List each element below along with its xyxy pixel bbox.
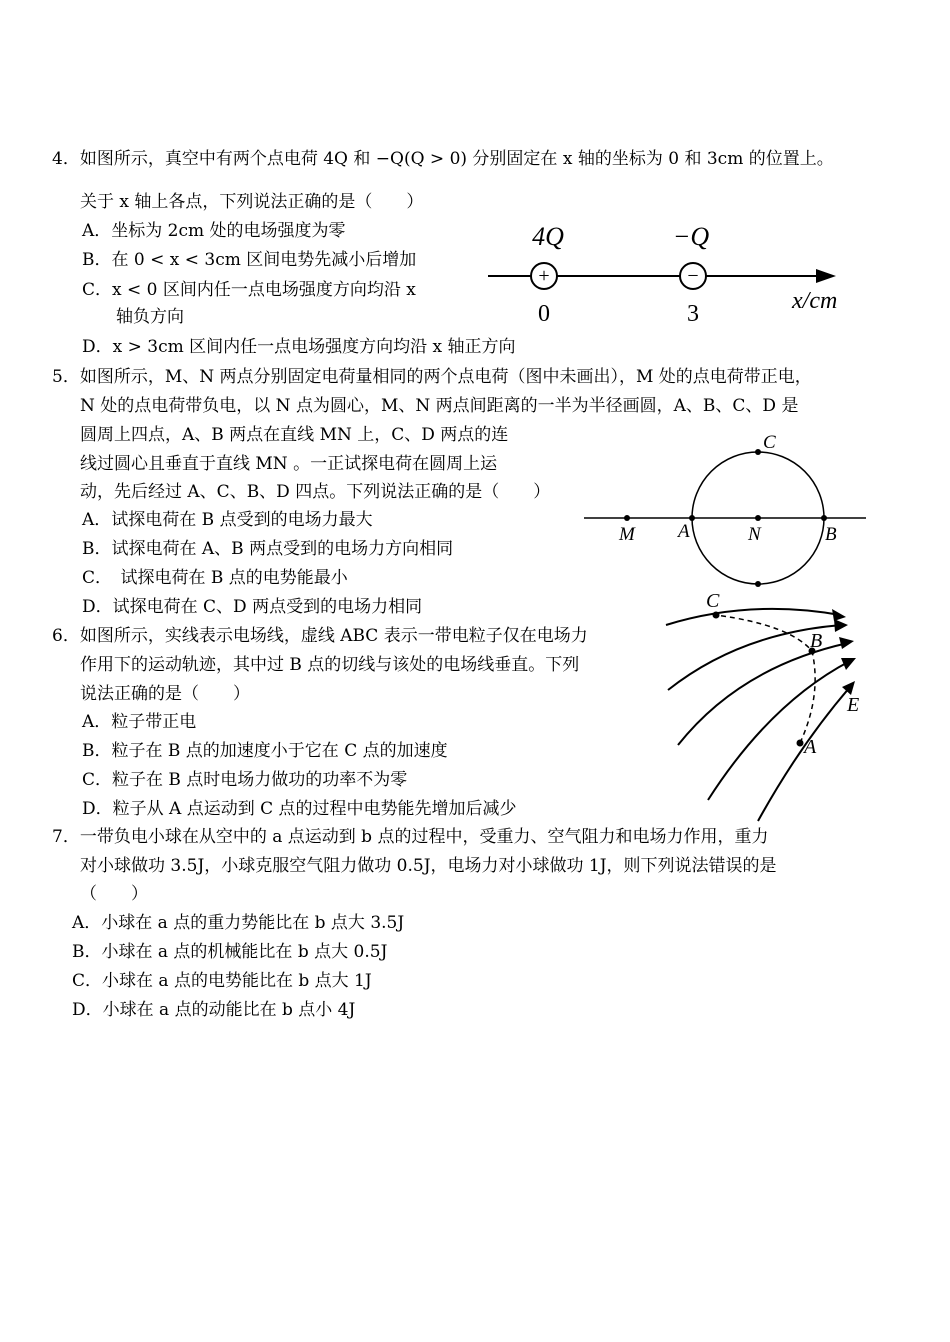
- q6-stem-line2: 作用下的运动轨迹，其中过 B 点的切线与该处的电场线垂直。下列: [80, 655, 580, 675]
- q6-option-c: C．粒子在 B 点时电场力做功的功率不为零: [82, 770, 408, 790]
- q7-stem-line1: 7．一带负电小球在从空中的 a 点运动到 b 点的过程中，受重力、空气阻力和电场力作用，重力: [52, 827, 769, 847]
- q5-stem-line4: 线过圆心且垂直于直线 MN 。一正试探电荷在圆周上运: [80, 454, 498, 474]
- q7-option-b: B．小球在 a 点的机械能比在 b 点大 0.5J: [72, 942, 388, 962]
- q6-stem-line3: 说法正确的是（ ）: [80, 684, 250, 704]
- q6-figure: [660, 585, 880, 825]
- label-m: M: [619, 524, 635, 545]
- point-c: [713, 612, 720, 619]
- axis-unit-label: x/cm: [792, 288, 838, 314]
- label-e: E: [847, 694, 860, 716]
- q5-option-d: D．试探电荷在 C、D 两点受到的电场力相同: [82, 597, 423, 617]
- field-line-2-arrow: [834, 619, 848, 632]
- q5-option-a: A．试探电荷在 B 点受到的电场力最大: [82, 510, 373, 530]
- q5-option-b: B．试探电荷在 A、B 两点受到的电场力方向相同: [82, 539, 454, 559]
- q5-stem-line5: 动，先后经过 A、C、B、D 四点。下列说法正确的是（ ）: [80, 482, 551, 502]
- q6-stem-line1: 6．如图所示，实线表示电场线，虚线 ABC 表示一带电粒子仅在电场力: [52, 626, 588, 646]
- position-zero-label: 0: [538, 301, 550, 327]
- q5-figure: [580, 430, 870, 592]
- point-n: [755, 515, 761, 521]
- field-line-1: [666, 609, 840, 625]
- q7-option-a: A．小球在 a 点的重力势能比在 b 点大 3.5J: [72, 913, 405, 933]
- label-a: A: [678, 521, 690, 542]
- q4-option-a: A．坐标为 2cm 处的电场强度为零: [82, 221, 346, 241]
- q6-option-b: B．粒子在 B 点的加速度小于它在 C 点的加速度: [82, 741, 448, 761]
- x-axis-arrow: [816, 269, 836, 283]
- charge-positive-sign: +: [538, 265, 550, 287]
- field-line-4: [708, 661, 850, 800]
- q6-option-d: D．粒子从 A 点运动到 C 点的过程中电势能先增加后减少: [82, 799, 517, 819]
- point-a: [797, 740, 804, 747]
- point-a: [689, 515, 695, 521]
- q7-stem-line3: （ ）: [80, 884, 148, 904]
- point-b: [821, 515, 827, 521]
- point-c: [755, 449, 761, 455]
- field-line-3-arrow: [839, 637, 854, 649]
- q4-stem-line2: 关于 x 轴上各点，下列说法正确的是（ ）: [80, 192, 424, 212]
- q4-option-d: D．x > 3cm 区间内任一点电场强度方向均沿 x 轴正方向: [82, 337, 516, 357]
- position-three-label: 3: [687, 301, 699, 327]
- q6-option-a: A．粒子带正电: [82, 712, 197, 732]
- q4-option-b: B．在 0 < x < 3cm 区间电势先减小后增加: [82, 250, 417, 270]
- label-c: C: [706, 590, 720, 612]
- label-n: N: [748, 524, 761, 545]
- q5-stem-line1: 5．如图所示，M、N 两点分别固定电荷量相同的两个点电荷（图中未画出），M 处的点电荷带正电，: [52, 367, 812, 387]
- label-c: C: [763, 432, 776, 453]
- point-m: [624, 515, 630, 521]
- charge-minus-q-label: −Q: [672, 222, 710, 251]
- label-a: A: [804, 736, 817, 758]
- q4-option-c-line1: C．x < 0 区间内任一点电场强度方向均沿 x: [82, 280, 416, 300]
- q4-option-c-line2: 轴负方向: [116, 307, 184, 327]
- q5-stem-line2: N 处的点电荷带负电，以 N 点为圆心，M、N 两点间距离的一半为半径画圆，A、B、C、D 是: [80, 396, 799, 416]
- charge-negative-sign: −: [687, 265, 699, 287]
- q7-option-c: C．小球在 a 点的电势能比在 b 点大 1J: [72, 971, 372, 991]
- charge-4q-label: 4Q: [532, 222, 564, 251]
- q4-figure: [480, 218, 860, 330]
- q7-stem-line2: 对小球做功 3.5J，小球克服空气阻力做功 0.5J，电场力对小球做功 1J，则下列说法错误的是: [80, 856, 777, 876]
- q4-stem-line1: 4．如图所示，真空中有两个点电荷 4Q 和 −Q(Q > 0) 分别固定在 x 轴的坐标为 0 和 3cm 的位置上。: [52, 149, 834, 169]
- q5-option-c: C． 试探电荷在 B 点的电势能最小: [82, 568, 348, 588]
- q7-option-d: D．小球在 a 点的动能比在 b 点小 4J: [72, 1000, 356, 1020]
- trajectory-abc: [716, 615, 815, 743]
- label-b: B: [825, 524, 837, 545]
- q5-stem-line3: 圆周上四点，A、B 两点在直线 MN 上，C、D 两点的连: [80, 425, 509, 445]
- label-b: B: [810, 630, 823, 652]
